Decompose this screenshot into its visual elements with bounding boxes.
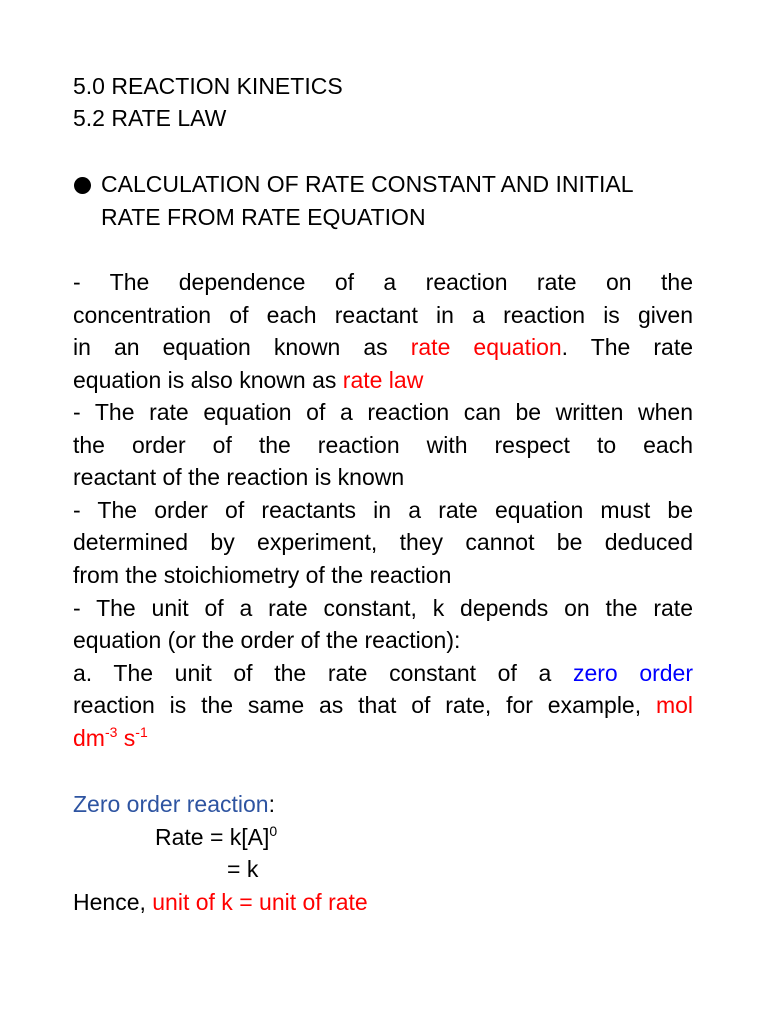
- paragraph-line: concentration of each reactant in a reaction is given: [73, 302, 693, 328]
- chapter-heading: 5.0 REACTION KINETICS: [73, 73, 343, 99]
- unit-expression: $dm^{-3}$ $s^{-1}$: [73, 724, 148, 751]
- term-rate-equation: rate equation: [410, 334, 562, 360]
- paragraph-line: - The rate equation of a reaction can be written when: [73, 399, 693, 425]
- paragraph-line: equation (or the order of the reaction):: [73, 627, 461, 653]
- paragraph-line: determined by experiment, they cannot be deduced: [73, 529, 693, 555]
- rate-equation-result: = k: [227, 856, 259, 882]
- paragraph-line: the order of the reaction with respect to each: [73, 432, 693, 458]
- rate-equation: Rate = $k[A]^0$: [155, 823, 278, 850]
- unit-conclusion: unit of k = unit of rate: [152, 889, 368, 915]
- bullet-title-line-1: CALCULATION OF RATE CONSTANT AND INITIAL: [101, 171, 634, 197]
- paragraph-line: from the stoichiometry of the reaction: [73, 562, 452, 588]
- bullet-title-line-2: RATE FROM RATE EQUATION: [101, 204, 426, 230]
- term-zero-order: zero order: [572, 660, 694, 686]
- term-rate-law: rate law: [342, 367, 424, 393]
- paragraph-line: - The dependence of a reaction rate on the: [73, 269, 693, 295]
- bullet-icon: [74, 177, 91, 194]
- paragraph-line: reactant of the reaction is known: [73, 464, 405, 490]
- paragraph-line: - The order of reactants in a rate equation must be: [73, 497, 693, 523]
- paragraph-line: equation is also known as rate law: [73, 367, 424, 393]
- paragraph-line: reaction is the same as that of rate, for example, mol: [73, 692, 694, 718]
- paragraph-line: a. The unit of the rate constant of a zero order: [73, 660, 694, 686]
- paragraph-line: in an equation known as rate equation. The rate: [73, 334, 693, 360]
- paragraph-line: - The unit of a rate constant, k depends on the rate: [73, 595, 693, 621]
- section-heading: 5.2 RATE LAW: [73, 105, 227, 131]
- zero-order-heading: Zero order reaction:: [73, 791, 275, 817]
- unit-mol: mol: [655, 692, 694, 718]
- conclusion: Hence, unit of k = unit of rate: [73, 889, 368, 915]
